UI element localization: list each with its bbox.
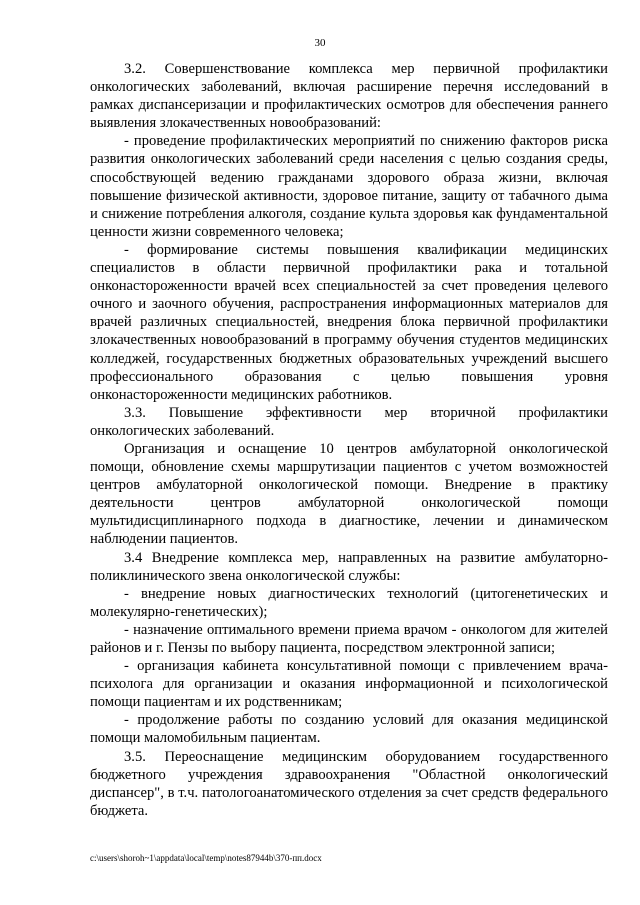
paragraph-item: - формирование системы повышения квалификации медицинских специалистов в области первичной профилактики рака и тотальной онконастороженности врачей всех специальностей за счет проведения целевого очного и заочного обучения, распространения информационных материалов для врачей различных специальностей, внедрения блока первичной профилактики злокачественных новообразований в программу обучения студентов медицинских колледжей, государственных бюджетных образовательных учреждений высшего профессионального образования с целью повышения уровня онконастороженности медицинских работников. [90,241,608,403]
paragraph-3-3: 3.3. Повышение эффективности мер вторичной профилактики онкологических заболеваний. [90,404,608,439]
paragraph-item: - организация кабинета консультативной помощи с привлечением врача-психолога для организации и оказания информационной и психологической помощи пациентам и их родственникам; [90,658,608,711]
paragraph-item: - назначение оптимального времени приема врачом - онкологом для жителей районов и г. Пензы по выбору пациента, посредством электронной записи; [90,621,608,656]
footer-file-path: c:\users\shoroh~1\appdata\local\temp\notes87944b\370-пп.docx [90,853,322,863]
paragraph-3-5: 3.5. Переоснащение медицинским оборудованием государственного бюджетного учреждения здравоохранения "Областной онкологический диспансер", в т.ч. патологоанатомического отделения за счет средств федерального бюджета. [90,748,608,819]
document-body [90,60,608,820]
paragraph-item: - продолжение работы по созданию условий для оказания медицинской помощи маломобильным пациентам. [90,712,608,747]
paragraph-item: - проведение профилактических мероприятий по снижению факторов риска развития онкологических заболеваний среди населения с целью создания среды, способствующей ведению гражданами здорового образа жизни, включая повышение физической активности, здоровое питание, защиту от табачного дыма и снижение потребления алкоголя, создание культа здоровья как фундаментальной ценности жизни современного человека; [90,133,608,240]
page-number: 30 [314,37,326,49]
paragraph-item: - внедрение новых диагностических технологий (цитогенетических и молекулярно-генетических); [90,585,608,620]
paragraph-3-4: 3.4 Внедрение комплекса мер, направленных на развитие амбулаторно-поликлинического звена онкологической службы: [90,549,608,584]
paragraph-3-2: 3.2. Совершенствование комплекса мер первичной профилактики онкологических заболеваний, включая расширение перечня исследований в рамках диспансеризации и профилактических осмотров для обеспечения раннего выявления злокачественных новообразований: [90,61,608,132]
paragraph-text: Организация и оснащение 10 центров амбулаторной онкологической помощи, обновление схемы маршрутизации пациентов с учетом возможностей центров амбулаторной онкологической помощи. Внедрение в практику деятельности центров амбулаторной онкологической помощи мультидисциплинарного подхода в диагностике, лечении и динамическом наблюдении пациентов. [90,440,608,548]
